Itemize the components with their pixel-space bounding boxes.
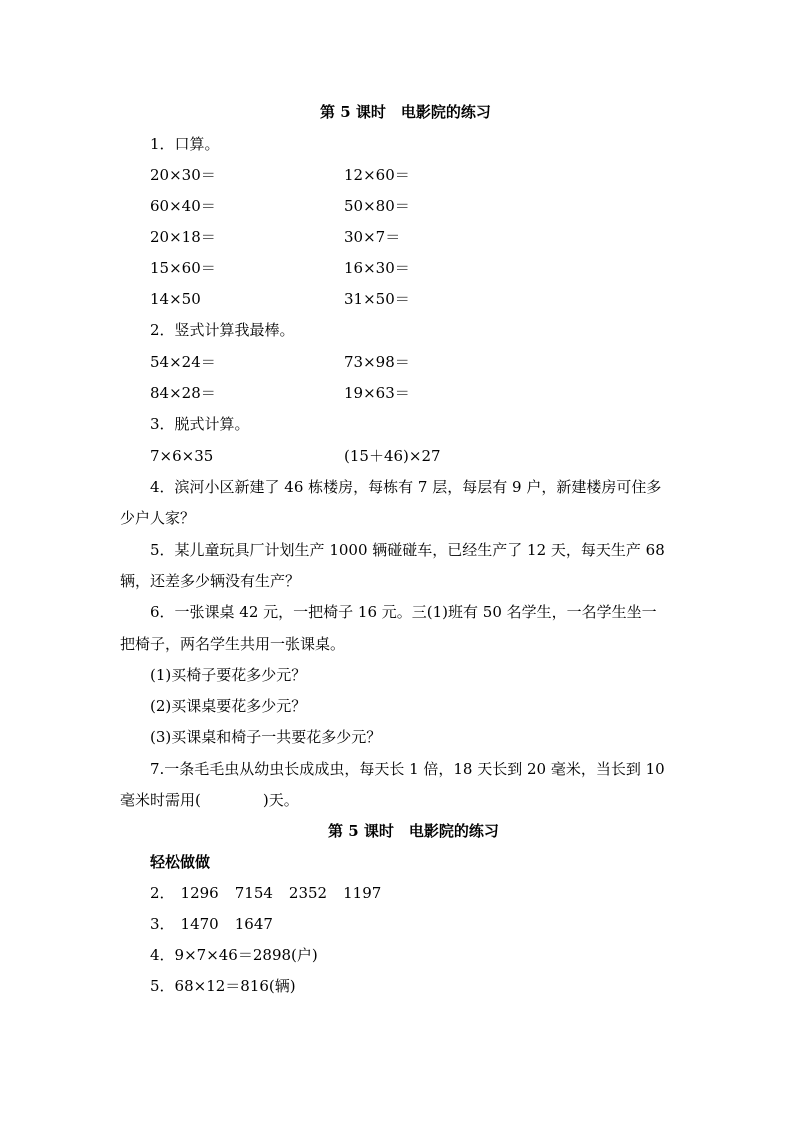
q2-item: 84×28＝ <box>150 384 216 402</box>
answer-value: 2352 <box>288 884 328 902</box>
q1-item: 30×7＝ <box>344 228 401 246</box>
q1-item: 50×80＝ <box>344 197 410 215</box>
q3-item: 7×6×35 <box>150 447 214 465</box>
q3-heading: 3．脱式计算。 <box>150 415 250 433</box>
exercise-title: 第 5 课时 电影院的练习 <box>320 103 491 121</box>
answer-3 <box>150 914 273 934</box>
answer-num: 3． <box>150 915 175 933</box>
answers-section: 轻松做做 <box>150 853 211 871</box>
q1-item: 15×60＝ <box>150 259 216 277</box>
q2-item: 73×98＝ <box>344 353 410 371</box>
answers-title: 第 5 课时 电影院的练习 <box>328 822 499 840</box>
q6-sub-2: (2)买课桌要花多少元？ <box>150 697 307 715</box>
q1-row <box>150 289 650 309</box>
q1-item: 12×60＝ <box>344 166 410 184</box>
answer-2 <box>150 883 381 903</box>
q1-row <box>150 165 650 185</box>
q5-line2: 辆，还差多少辆没有生产？ <box>120 572 301 590</box>
q7-line2 <box>120 790 299 810</box>
q7-line1: 7.一条毛毛虫从幼虫长成成虫，每天长 1 倍，18 天长到 20 毫米，当长到 10 <box>150 760 665 778</box>
q4-line1: 4．滨河小区新建了 46 栋楼房，每栋有 7 层，每层有 9 户，新建楼房可住多 <box>150 478 662 496</box>
q1-heading: 1．口算。 <box>150 135 220 153</box>
answer-value: 1296 <box>180 884 219 902</box>
answer-num: 2． <box>150 884 175 902</box>
q2-item: 19×63＝ <box>344 384 410 402</box>
answer-value: 1647 <box>234 915 273 933</box>
q6-sub-1: (1)买椅子要花多少元？ <box>150 666 307 684</box>
answer-value: 7154 <box>234 884 273 902</box>
q2-row <box>150 383 650 403</box>
answer-4: 4．9×7×46＝2898(户) <box>150 946 318 964</box>
q1-item: 14×50 <box>150 290 201 308</box>
q1-row <box>150 258 650 278</box>
q1-row <box>150 227 650 247</box>
q2-item: 54×24＝ <box>150 353 216 371</box>
q1-item: 20×18＝ <box>150 228 216 246</box>
q1-item: 31×50＝ <box>344 290 410 308</box>
answer-value: 1470 <box>180 915 219 933</box>
q1-item: 60×40＝ <box>150 197 216 215</box>
q1-item: 20×30＝ <box>150 166 216 184</box>
q1-row <box>150 196 650 216</box>
q3-row <box>150 446 650 466</box>
q6-line2: 把椅子，两名学生共用一张课桌。 <box>120 635 346 653</box>
answer-5: 5．68×12＝816(辆) <box>150 977 296 995</box>
q4-line2: 少户人家？ <box>120 509 196 527</box>
q2-heading: 2．竖式计算我最棒。 <box>150 321 295 339</box>
q5-line1: 5．某儿童玩具厂计划生产 1000 辆碰碰车，已经生产了 12 天，每天生产 68 <box>150 541 665 559</box>
q7-line2-end: )天。 <box>262 791 299 809</box>
q2-row <box>150 352 650 372</box>
q6-line1: 6．一张课桌 42 元，一把椅子 16 元。三(1)班有 50 名学生，一名学生坐一 <box>150 603 657 621</box>
q7-line2-start: 毫米时需用( <box>120 791 201 809</box>
q1-item: 16×30＝ <box>344 259 410 277</box>
answer-value: 1197 <box>343 884 382 902</box>
q6-sub-3: (3)买课桌和椅子一共要花多少元？ <box>150 728 382 746</box>
q3-item: (15＋46)×27 <box>344 447 441 465</box>
